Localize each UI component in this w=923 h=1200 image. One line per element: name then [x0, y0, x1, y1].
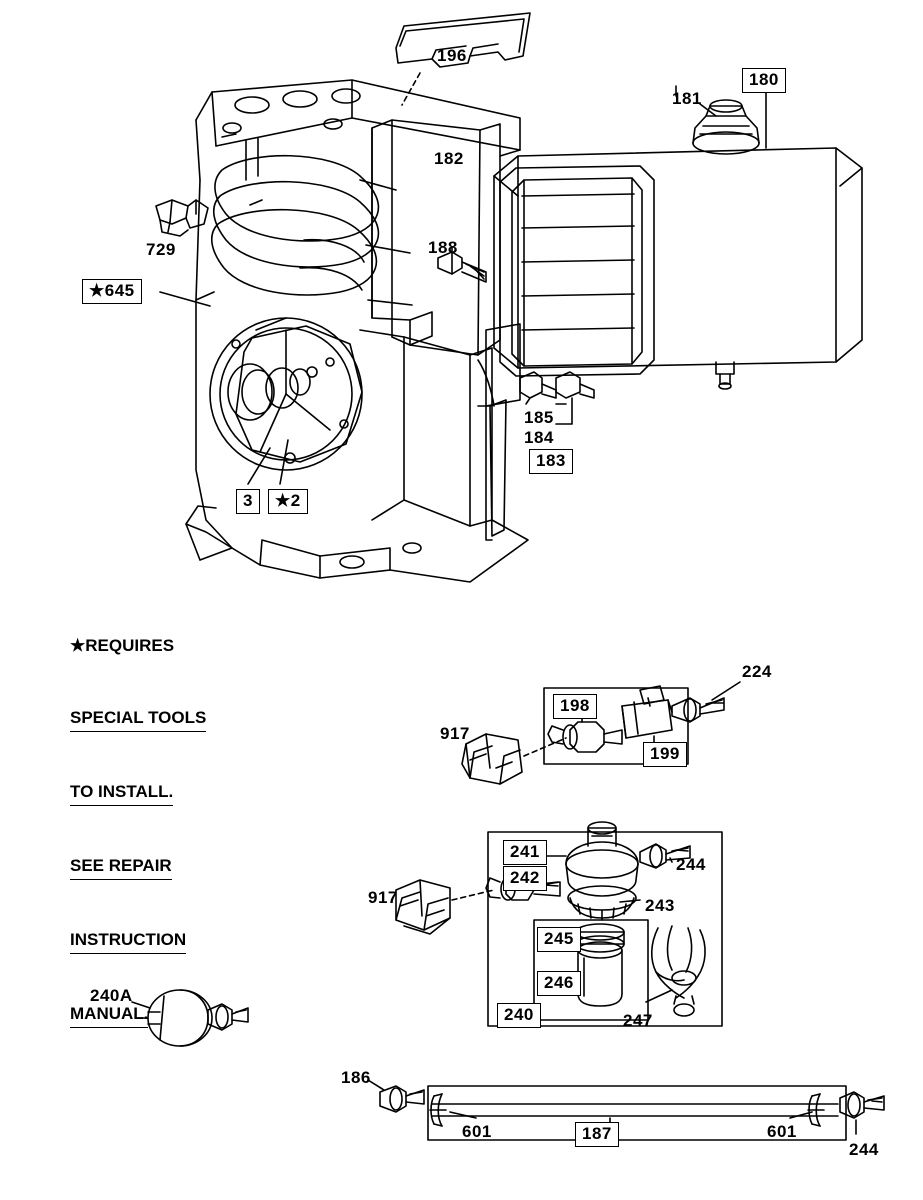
callout-182: 182 — [434, 149, 464, 168]
callout-199: 199 — [643, 742, 687, 767]
callout-244-upper: 244 — [676, 855, 706, 874]
note-line-2: SPECIAL TOOLS — [70, 706, 206, 732]
callout-180: 180 — [742, 68, 786, 93]
callout-645: ★645 — [82, 279, 142, 304]
callout-188: 188 — [428, 238, 458, 257]
callout-184: 184 — [524, 428, 554, 447]
note-line-1: ★REQUIRES — [70, 636, 175, 655]
note-line-6: MANUAL. — [70, 1002, 206, 1028]
callout-601-right: 601 — [767, 1122, 797, 1141]
callout-3: 3 — [236, 489, 260, 514]
callout-198: 198 — [553, 694, 597, 719]
callout-183: 183 — [529, 449, 573, 474]
note-line-4: SEE REPAIR — [70, 854, 206, 880]
callout-240: 240 — [497, 1003, 541, 1028]
note-line-5: INSTRUCTION — [70, 928, 206, 954]
callout-224: 224 — [742, 662, 772, 681]
callout-241: 241 — [503, 840, 547, 865]
callout-242: 242 — [503, 866, 547, 891]
callout-917-upper: 917 — [440, 724, 470, 743]
callout-186: 186 — [341, 1068, 371, 1087]
callout-246: 246 — [537, 971, 581, 996]
callout-243: 243 — [645, 896, 675, 915]
callout-187: 187 — [575, 1122, 619, 1147]
callout-2: ★2 — [268, 489, 308, 514]
callout-196: 196 — [437, 46, 467, 65]
note-line-3: TO INSTALL. — [70, 780, 206, 806]
callout-247: 247 — [623, 1011, 653, 1030]
callout-245: 245 — [537, 927, 581, 952]
callout-185: 185 — [524, 408, 554, 427]
callout-181: 181 — [672, 89, 702, 108]
callout-244-lower: 244 — [849, 1140, 879, 1159]
callout-729: 729 — [146, 240, 176, 259]
callout-601-left: 601 — [462, 1122, 492, 1141]
callout-240A: 240A — [90, 986, 133, 1005]
callout-917-lower: 917 — [368, 888, 398, 907]
